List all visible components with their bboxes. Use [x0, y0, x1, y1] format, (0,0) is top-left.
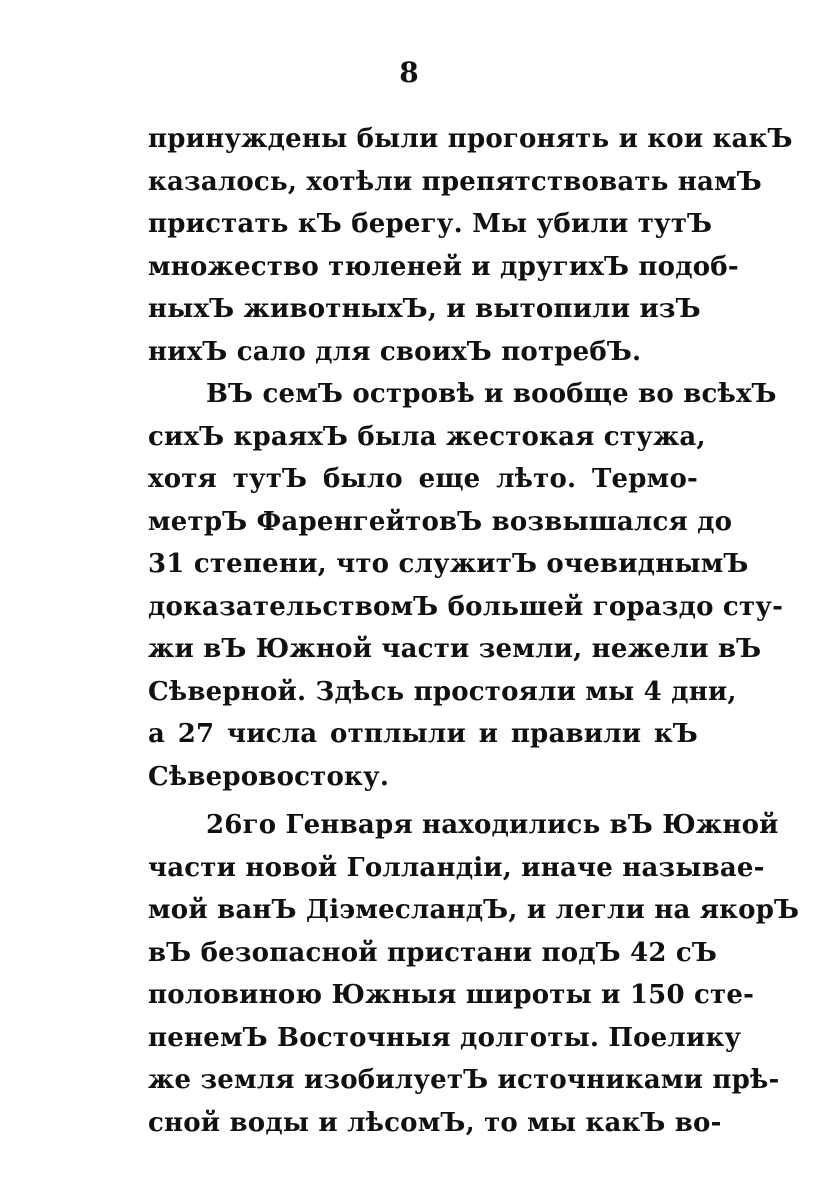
text-line: сной воды и лѣсомЪ, то мы какЪ во- — [148, 1107, 722, 1138]
page-number: 8 — [399, 56, 419, 89]
paragraph — [148, 804, 800, 1144]
text-line: ныхЪ животныхЪ, и вытопили изЪ — [148, 294, 701, 324]
text-line: ВЪ семЪ островѣ и вообще во всѣхЪ — [206, 379, 777, 409]
text-line: 31 степени, что служитЪ очевиднымЪ — [148, 549, 749, 579]
text-line: вЪ безопасной пристани подЪ 42 сЪ — [148, 937, 718, 968]
text-line: пристать кЪ берегу. Мы убили тутЪ — [148, 209, 713, 239]
text-line: принуждены были прогонять и кои какЪ — [148, 124, 793, 154]
text-line: метрЪ ФаренгейтовЪ возвышался до — [148, 506, 733, 537]
text-line: доказательствомЪ большей гораздо сту- — [148, 591, 784, 622]
text-line: мой ванЪ ДіэмесландЪ, и легли на якорЪ — [148, 895, 800, 925]
text-line: Сѣверной. Здѣсь простояли мы 4 дни, — [148, 676, 737, 707]
text-line: половиною Южныя широты и 150 сте- — [148, 980, 755, 1010]
text-line: пенемЪ Восточныя долготы. Поелику — [148, 1022, 742, 1053]
paragraph — [148, 118, 793, 373]
text-line: хотя тутЪ было еще лѣто. Термо- — [148, 464, 698, 494]
text-line: Сѣверовостоку. — [148, 761, 390, 792]
text-line: 26го Генваря находились вЪ Южной — [206, 810, 779, 840]
text-line: казалось, хотѣли препятствовать намЪ — [148, 166, 762, 197]
text-line: жи вЪ Южной части земли, нежели вЪ — [148, 634, 762, 664]
text-line: множество тюленей и другихЪ подоб- — [148, 251, 739, 282]
text-line: же земля изобилуетЪ источниками прѣ- — [148, 1065, 780, 1095]
text-line: нихЪ сало для своихЪ потребЪ. — [148, 336, 642, 367]
body-text — [148, 118, 800, 1144]
text-line: части новой Голландіи, иначе называе- — [148, 852, 765, 883]
paragraph — [148, 373, 784, 798]
text-line: а 27 числа отплыли и правили кЪ — [148, 719, 698, 749]
text-line: сихЪ краяхЪ была жестокая стужа, — [148, 421, 706, 452]
